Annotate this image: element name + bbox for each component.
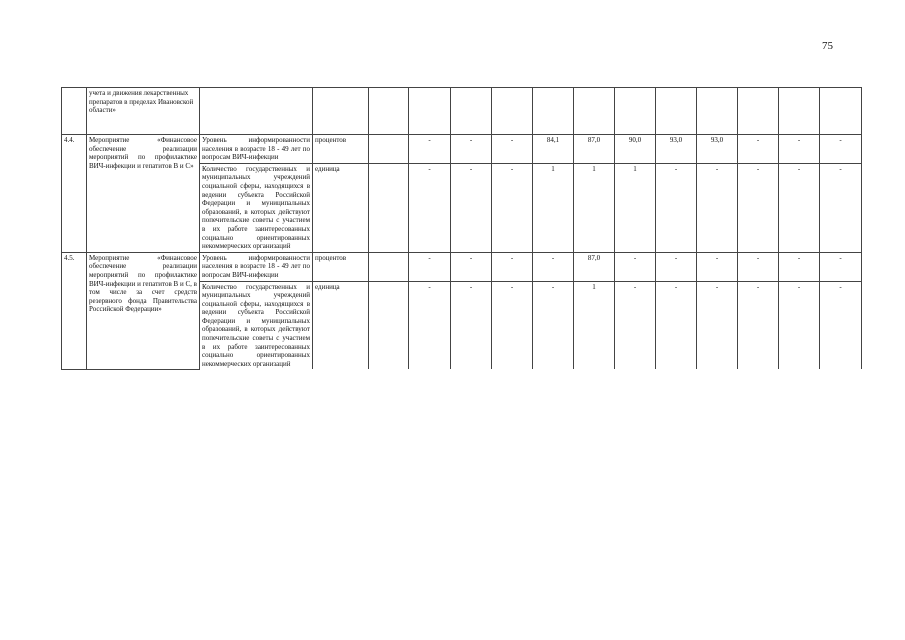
indicators-table (61, 87, 862, 370)
table-row (62, 252, 862, 281)
cell-value (656, 88, 697, 135)
cell-value: - (533, 252, 574, 281)
cell-value: - (820, 252, 862, 281)
cell-value: 93,0 (656, 135, 697, 164)
cell-value (615, 88, 656, 135)
cell-unit: единица (313, 163, 369, 252)
cell-event: учета и движения лекарственных препаратов в пределах Ивановской области» (87, 88, 200, 135)
cell-value: - (451, 135, 492, 164)
cell-value: - (615, 252, 656, 281)
cell-value: - (779, 281, 820, 369)
cell-value (451, 88, 492, 135)
cell-value: 1 (533, 163, 574, 252)
cell-value: - (820, 135, 862, 164)
cell-value: - (697, 252, 738, 281)
cell-value: - (492, 135, 533, 164)
cell-value: 87,0 (574, 135, 615, 164)
cell-unit: процентов (313, 135, 369, 164)
cell-extra (369, 252, 409, 281)
cell-value (533, 88, 574, 135)
cell-value: - (615, 281, 656, 369)
cell-value: - (656, 163, 697, 252)
cell-indicator: Уровень информированности населения в возрасте 18 - 49 лет по вопросам ВИЧ-инфекции (200, 252, 313, 281)
cell-extra (369, 88, 409, 135)
cell-value: - (492, 252, 533, 281)
cell-value: - (409, 135, 451, 164)
cell-number: 4.5. (62, 252, 87, 369)
cell-event: Мероприятие «Финансовое обеспечение реализации мероприятий по профилактике ВИЧ-инфекции и гепатитов В и С, в том числе за счет средств резервного фонда Правительства Российской Федерации» (87, 252, 200, 369)
cell-value (820, 88, 862, 135)
cell-value: - (451, 281, 492, 369)
cell-value: - (738, 135, 779, 164)
cell-value: - (697, 281, 738, 369)
cell-value (738, 88, 779, 135)
cell-event: Мероприятие «Финансовое обеспечение реализации мероприятий по профилактике ВИЧ-инфекции и гепатитов В и С» (87, 135, 200, 253)
cell-value: - (697, 163, 738, 252)
table-row-continued (62, 88, 862, 135)
cell-value: - (451, 252, 492, 281)
cell-value: - (738, 281, 779, 369)
cell-value (574, 88, 615, 135)
cell-value: - (779, 135, 820, 164)
cell-indicator (200, 88, 313, 135)
cell-value: - (409, 281, 451, 369)
cell-indicator: Количество государственных и муниципальных учреждений социальной сферы, находящихся в ведении субъекта Российской Федерации и муниципальных образований, в которых действуют попечительские советы с участием в их работе заинтересованных социально ориентированных некоммерческих организаций (200, 281, 313, 369)
table-body (62, 88, 862, 370)
cell-indicator: Уровень информированности населения в возрасте 18 - 49 лет по вопросам ВИЧ-инфекции (200, 135, 313, 164)
cell-value: - (409, 252, 451, 281)
cell-value: - (656, 252, 697, 281)
cell-value (409, 88, 451, 135)
cell-value: 93,0 (697, 135, 738, 164)
page-number: 75 (822, 40, 833, 52)
cell-unit (313, 88, 369, 135)
cell-value (492, 88, 533, 135)
cell-unit: процентов (313, 252, 369, 281)
cell-extra (369, 163, 409, 252)
cell-value: 1 (574, 163, 615, 252)
cell-extra (369, 135, 409, 164)
cell-number (62, 88, 87, 135)
cell-number: 4.4. (62, 135, 87, 253)
cell-value: - (451, 163, 492, 252)
cell-value: - (492, 281, 533, 369)
cell-value: - (820, 281, 862, 369)
cell-value: - (533, 281, 574, 369)
cell-value: - (492, 163, 533, 252)
cell-value: 87,0 (574, 252, 615, 281)
table-row (62, 135, 862, 164)
cell-indicator: Количество государственных и муниципальных учреждений социальной сферы, находящихся в ведении субъекта Российской Федерации и муниципальных образований, в которых действуют попечительские советы с участием в их работе заинтересованных социально ориентированных некоммерческих организаций (200, 163, 313, 252)
cell-value: 1 (615, 163, 656, 252)
cell-unit: единица (313, 281, 369, 369)
cell-value: 1 (574, 281, 615, 369)
cell-value (697, 88, 738, 135)
cell-value: 90,0 (615, 135, 656, 164)
cell-value: - (738, 163, 779, 252)
cell-value: - (820, 163, 862, 252)
cell-extra (369, 281, 409, 369)
cell-value: - (779, 252, 820, 281)
cell-value (779, 88, 820, 135)
cell-value: - (656, 281, 697, 369)
cell-value: - (779, 163, 820, 252)
cell-value: - (738, 252, 779, 281)
cell-value: - (409, 163, 451, 252)
cell-value: 84,1 (533, 135, 574, 164)
